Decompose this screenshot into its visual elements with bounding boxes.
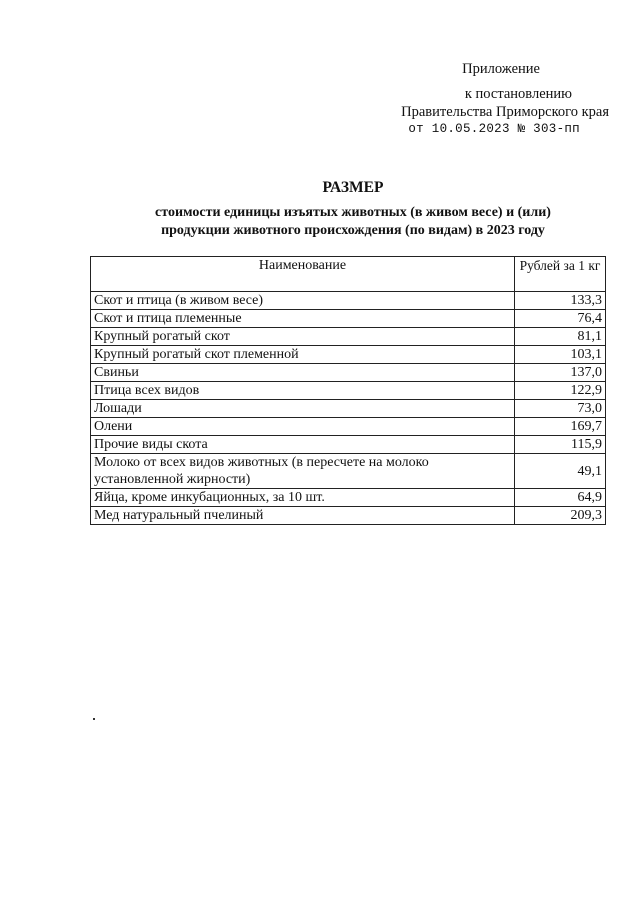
row-name: Крупный рогатый скот (91, 328, 515, 346)
row-name: Яйца, кроме инкубационных, за 10 шт. (91, 489, 515, 507)
scan-speck (93, 718, 95, 720)
table-header-row (91, 257, 606, 292)
table-row (91, 346, 606, 364)
row-name: Мед натуральный пчелиный (91, 507, 515, 525)
attachment-date-number: от 10.05.2023 № 303-пп (408, 122, 580, 136)
row-price: 81,1 (515, 328, 606, 346)
row-name: Олени (91, 418, 515, 436)
row-price: 133,3 (515, 292, 606, 310)
attachment-resolution-line: к постановлению (464, 86, 572, 102)
row-price: 115,9 (515, 436, 606, 454)
table-row (91, 418, 606, 436)
document-subtitle-line-2: продукции животного происхождения (по видам) в 2023 году (161, 223, 545, 238)
attachment-government-line: Правительства Приморского края (401, 104, 609, 120)
document-title: РАЗМЕР (322, 179, 384, 196)
row-name: Птица всех видов (91, 382, 515, 400)
header-price: Рублей за 1 кг (515, 257, 606, 292)
row-price: 169,7 (515, 418, 606, 436)
rates-table (90, 256, 606, 525)
row-name: Крупный рогатый скот племенной (91, 346, 515, 364)
row-price: 73,0 (515, 400, 606, 418)
row-price: 103,1 (515, 346, 606, 364)
row-name: Скот и птица (в живом весе) (91, 292, 515, 310)
table-row (91, 364, 606, 382)
row-name: Лошади (91, 400, 515, 418)
row-name: Свиньи (91, 364, 515, 382)
row-name: Молоко от всех видов животных (в пересчете на молоко установленной жирности) (91, 454, 515, 489)
row-price: 76,4 (515, 310, 606, 328)
row-price: 122,9 (515, 382, 606, 400)
row-price: 64,9 (515, 489, 606, 507)
table-row (91, 400, 606, 418)
attachment-title: Приложение (462, 61, 540, 77)
row-price: 49,1 (515, 454, 606, 489)
row-name: Скот и птица племенные (91, 310, 515, 328)
table-row (91, 382, 606, 400)
table-row (91, 489, 606, 507)
row-name: Прочие виды скота (91, 436, 515, 454)
row-price: 209,3 (515, 507, 606, 525)
table-row (91, 310, 606, 328)
table-body (91, 292, 606, 525)
table-row (91, 454, 606, 489)
document-subtitle-line-1: стоимости единицы изъятых животных (в живом весе) и (или) (155, 205, 551, 220)
table-row (91, 436, 606, 454)
table-row (91, 507, 606, 525)
table-row (91, 292, 606, 310)
row-price: 137,0 (515, 364, 606, 382)
table-row (91, 328, 606, 346)
header-name: Наименование (91, 257, 515, 292)
